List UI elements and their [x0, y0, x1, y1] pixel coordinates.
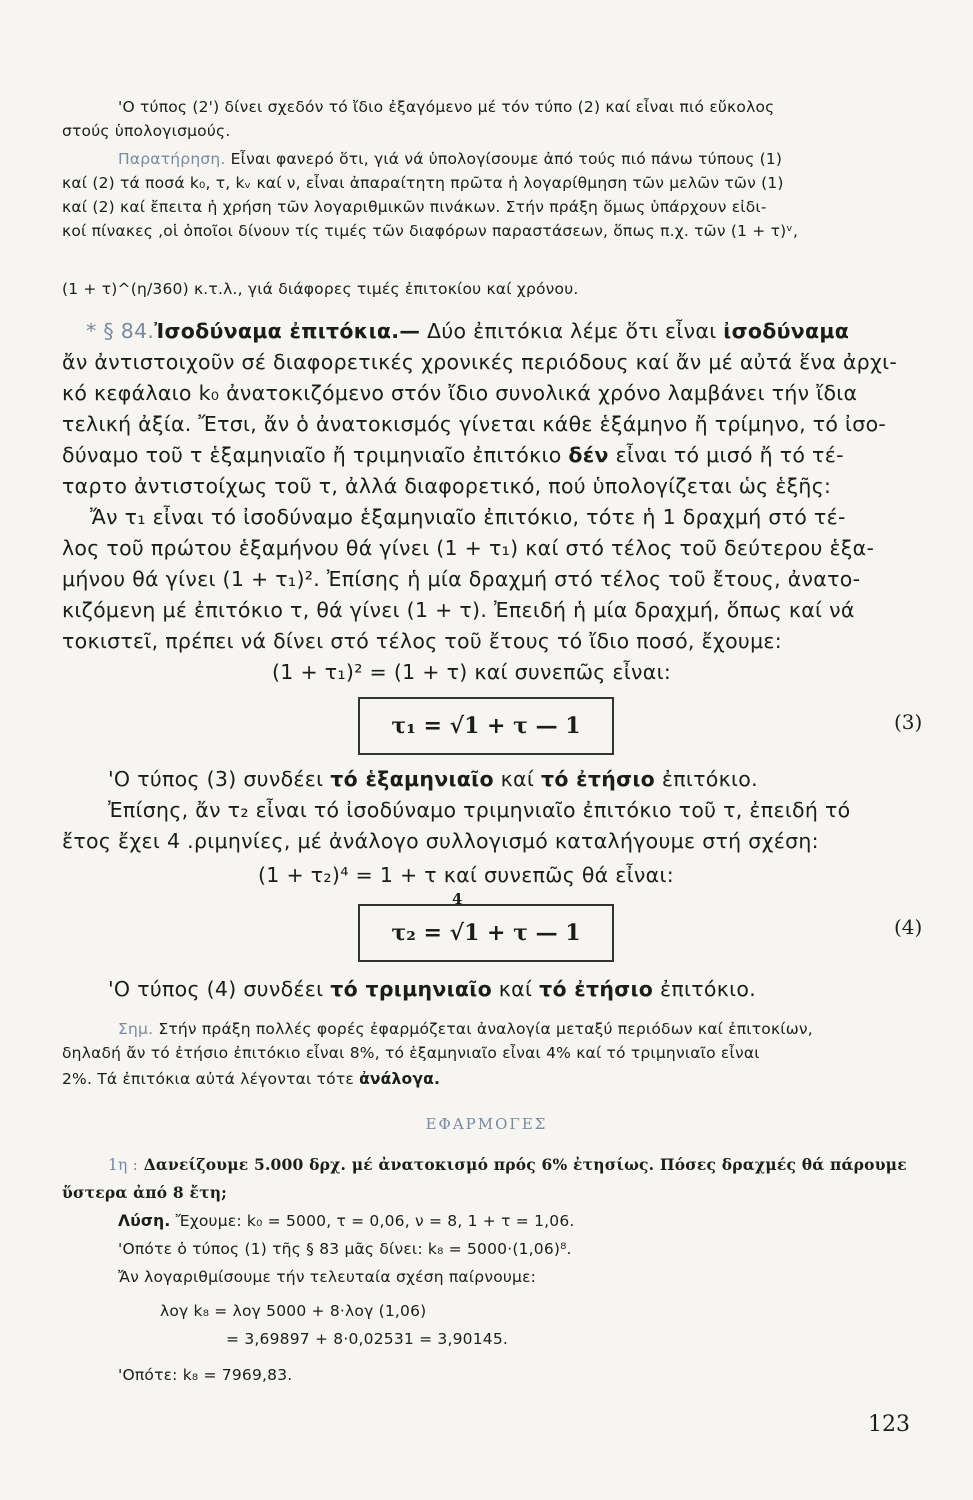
text-span-a1b: Δανείζουμε 5.000 δρχ. μέ ἀνατοκισμό πρός 6% ἐτησίως. Πόσες δραχμές θά πάρουμε [138, 1155, 907, 1174]
text-line [108, 765, 758, 793]
text-span-p13: Ἐπίσης, ἄν τ₂ εἶναι τό ἰσοδύναμο τριμηνιαῖο ἐπιτόκιο τοῦ τ, ἐπειδή τό [108, 798, 851, 822]
text-line [62, 472, 831, 500]
text-span-a6: λογ k₈ = λογ 5000 + 8·λογ (1,06) [160, 1302, 427, 1320]
text-line [62, 565, 860, 593]
text-span-n3a: 2%. Τά ἐπιτόκια αὐτά λέγονται τότε [62, 1070, 360, 1088]
text-line [258, 861, 674, 889]
text-span-p5b: δέν [568, 443, 609, 467]
text-span-p5c: εἶναι τό μισό ἤ τό τέ- [608, 443, 844, 467]
text-span-p6: ταρτο ἀντιστοίχως τοῦ τ, ἀλλά διαφορετικό, πού ὑπολογίζεται ὡς ἑξῆς: [62, 474, 832, 498]
text-span-l6: κοί πίνακες ,οἱ ὁποῖοι δίνουν τίς τιμές τῶν διαφόρων παραστάσεων, ὅπως π.χ. τῶν (1 + τ)ᵛ, [62, 222, 799, 240]
text-span-h84d: ἰσοδύναμα [723, 319, 850, 343]
text-span-l1: 'Ο τύπος (2') δίνει σχεδόν τό ἴδιο ἐξαγόμενο μέ τόν τύπο (2) καί εἶναι πιό εὔκολος [118, 98, 775, 116]
text-line [62, 278, 579, 300]
text-line [62, 220, 798, 242]
text-span-p15e: ἐπιτόκιο. [653, 977, 757, 1001]
text-span-n1b: Στήν πράξη πολλές φορές ἐφαρμόζεται ἀναλογία μεταξύ περιόδων καί ἐπιτοκίων, [153, 1020, 813, 1038]
text-span-l4: καί (2) τά ποσά k₀, τ, kᵥ καί ν, εἶναι ἀπαραίτητη πρῶτα ἡ λογαρίθμηση τῶν μελῶν τῶν (1) [62, 174, 784, 192]
text-line [62, 627, 782, 655]
text-span-h84c: Δύο ἐπιτόκια λέμε ὅτι εἶναι [420, 319, 724, 343]
text-line [226, 1328, 508, 1350]
text-line [62, 410, 886, 438]
text-span-p7: Ἄν τ₁ εἶναι τό ἰσοδύναμο ἑξαμηνιαῖο ἐπιτόκιο, τότε ἡ 1 δραχμή στό τέ- [90, 505, 846, 529]
root-index: 4 [452, 890, 463, 908]
text-line [62, 827, 819, 855]
text-span-a7: = 3,69897 + 8·0,02531 = 3,90145. [226, 1330, 509, 1348]
text-span-n3b: ἀνάλογα. [359, 1070, 441, 1088]
text-line [108, 975, 756, 1003]
text-line [118, 1238, 572, 1260]
text-span-h84a: * § 84. [86, 319, 155, 343]
text-line [160, 1300, 426, 1322]
text-line [272, 658, 671, 686]
text-span-a3b: Ἔχουμε: k₀ = 5000, τ = 0,06, ν = 8, 1 + τ = 1,06. [170, 1212, 575, 1230]
text-span-a4: 'Οπότε ὁ τύπος (1) τῆς § 83 μᾶς δίνει: k₈ = 5000·(1,06)⁸. [118, 1240, 572, 1258]
text-line [62, 1182, 227, 1204]
text-span-h84b: Ἰσοδύναμα ἐπιτόκια.— [154, 319, 421, 343]
text-span-p10: κιζόμενη μέ ἐπιτόκιο τ, θά γίνει (1 + τ). Ἐπειδή ἡ μία δραχμή, ὅπως καί νά [62, 598, 855, 622]
text-line [62, 196, 767, 218]
text-line [108, 796, 851, 824]
text-line [108, 1154, 907, 1176]
text-line [62, 348, 897, 376]
text-span-p5a: δύναμο τοῦ τ ἑξαμηνιαῖο ἤ τριμηνιαῖο ἐπιτόκιο [62, 443, 569, 467]
text-span-p3: κό κεφάλαιο k₀ ἀνατοκιζόμενο στόν ἴδιο συνολικά χρόνο λαμβάνει τήν ἴδια [62, 381, 858, 405]
text-span-eq1: (1 + τ₁)² = (1 + τ) καί συνεπῶς εἶναι: [272, 660, 672, 684]
text-span-n2: δηλαδή ἄν τό ἐτήσιο ἐπιτόκιο εἶναι 8%, τό ἑξαμηνιαῖο εἶναι 4% καί τό τριμηνιαῖο εἶναι [62, 1044, 760, 1062]
text-span-a2: ὕστερα ἀπό 8 ἔτη; [62, 1183, 228, 1202]
text-span-p15d: τό ἐτήσιο [539, 977, 654, 1001]
equation-tag-tag4: (4) [894, 915, 923, 939]
equation-tag-tag3: (3) [894, 710, 923, 734]
text-span-eq2: (1 + τ₂)⁴ = 1 + τ καί συνεπῶς θά εἶναι: [258, 863, 674, 887]
text-span-p12a: 'Ο τύπος (3) συνδέει [108, 767, 331, 791]
text-line [118, 148, 782, 170]
text-span-p12d: τό ἐτήσιο [540, 767, 656, 791]
text-line [118, 1210, 575, 1232]
text-span-a3a: Λύση. [118, 1212, 171, 1230]
text-line [62, 534, 874, 562]
text-span-p12b: τό ἑξαμηνιαῖο [330, 767, 494, 791]
text-line [62, 379, 857, 407]
text-span-p15a: 'Ο τύπος (4) συνδέει [108, 977, 331, 1001]
text-span-p11: τοκιστεῖ, πρέπει νά δίνει στό τέλος τοῦ ἔτους τό ἴδιο ποσό, ἔχουμε: [62, 629, 783, 653]
formula-box-box2: τ₂ = √1 + τ — 1 [358, 904, 614, 962]
text-span-a5: Ἄν λογαριθμίσουμε τήν τελευταία σχέση παίρνουμε: [118, 1268, 537, 1286]
text-span-p8: λος τοῦ πρώτου ἑξαμήνου θά γίνει (1 + τ₁) καί στό τέλος τοῦ δεύτερου ἑξα- [62, 536, 875, 560]
text-span-p9: μήνου θά γίνει (1 + τ₁)². Ἐπίσης ἡ μία δραχμή στό τέλος τοῦ ἔτους, ἀνατο- [62, 567, 861, 591]
section-heading: ΕΦΑΡΜΟΓΕΣ [425, 1115, 548, 1133]
text-span-a1a: 1η : [108, 1156, 139, 1174]
text-span-p12e: ἐπιτόκιο. [655, 767, 758, 791]
text-span-p15b: τό τριμηνιαῖο [330, 977, 492, 1001]
text-span-l2: στούς ὑπολογισμούς. [62, 122, 231, 140]
text-span-l7: (1 + τ)^(η/360) κ.τ.λ., γιά διάφορες τιμές ἐπιτοκίου καί χρόνου. [62, 280, 579, 298]
text-line [118, 1364, 292, 1386]
page-number: 123 [868, 1412, 910, 1437]
formula-box-box1: τ₁ = √1 + τ — 1 [358, 697, 614, 755]
text-span-p4: τελική ἀξία. Ἔτσι, ἄν ὁ ἀνατοκισμός γίνεται κάθε ἑξάμηνο ἤ τρίμηνο, τό ἰσο- [62, 412, 887, 436]
text-span-l3a: Παρατήρηση. [118, 150, 226, 168]
text-span-a8: 'Οπότε: k₈ = 7969,83. [118, 1366, 293, 1384]
text-line [90, 503, 846, 531]
text-line [62, 172, 784, 194]
text-line [62, 1068, 440, 1090]
text-line [62, 120, 230, 142]
text-line [118, 96, 774, 118]
text-span-p2: ἄν ἀντιστοιχοῦν σέ διαφορετικές χρονικές περιόδους καί ἄν μέ αὐτά ἕνα ἀρχι- [62, 350, 898, 374]
text-span-p15c: καί [491, 977, 540, 1001]
text-span-l5: καί (2) καί ἔπειτα ἡ χρήση τῶν λογαριθμικῶν πινάκων. Στήν πράξη ὅμως ὑπάρχουν εἰδι- [62, 198, 767, 216]
text-line [118, 1266, 536, 1288]
text-span-l3b: Εἶναι φανερό ὅτι, γιά νά ὑπολογίσουμε ἀπό τούς πιό πάνω τύπους (1) [225, 150, 783, 168]
text-span-p12c: καί [493, 767, 541, 791]
text-line [62, 441, 844, 469]
text-line [86, 317, 849, 345]
text-span-p14: ἔτος ἔχει 4 .ριμηνίες, μέ ἀνάλογο συλλογισμό καταλήγουμε στή σχέση: [62, 829, 819, 853]
text-line [62, 596, 855, 624]
text-line [62, 1042, 760, 1064]
text-span-n1a: Σημ. [118, 1020, 154, 1038]
text-line [118, 1018, 813, 1040]
